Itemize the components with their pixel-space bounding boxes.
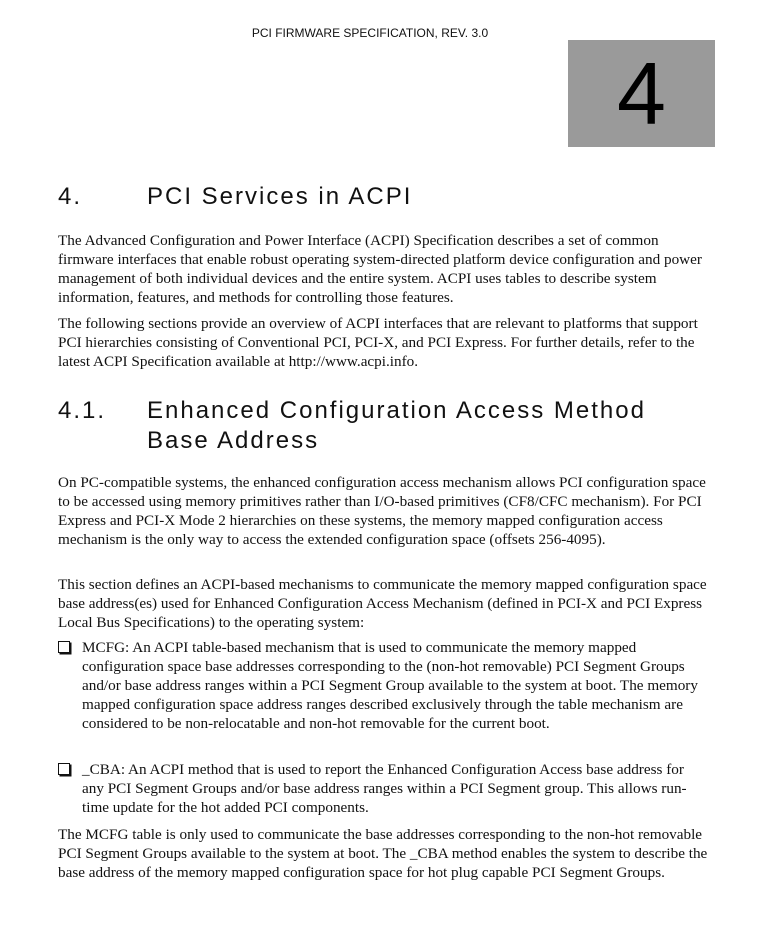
list-item-text: MCFG: An ACPI table-based mechanism that is used to communicate the memory mapped configuration space base addresses corresponding to the (non-hot removable) PCI Segment Groups and/or base address ranges within a PCI Segment Group available to the system at boot. The memory mapped configuration space address ranges described exclusively through the table mechanism are considered to be non-relocatable and non-hot removable for the current boot. bbox=[82, 639, 698, 732]
checkbox-bullet-icon bbox=[58, 641, 70, 653]
list-item-text: _CBA: An ACPI method that is used to report the Enhanced Configuration Access base address for any PCI Segment Groups and/or base address ranges within a PCI Segment group. This allows run-time update for the hot added PCI components. bbox=[82, 761, 687, 816]
paragraph: This section defines an ACPI-based mechanisms to communicate the memory mapped configuration space base address(es) used for Enhanced Configuration Access Mechanism (defined in PCI-X and PCI Express Local Bus Specifications) to the operating system: bbox=[58, 576, 707, 631]
list-item bbox=[58, 638, 708, 733]
running-header: PCI FIRMWARE SPECIFICATION, REV. 3.0 bbox=[251, 26, 489, 40]
section-number: 4. bbox=[58, 183, 83, 210]
section-title: PCI Services in ACPI bbox=[147, 183, 413, 210]
paragraph: The Advanced Configuration and Power Interface (ACPI) Specification describes a set of common firmware interfaces that enable robust operating system-directed platform device configuration and power management of both individual devices and the entire system. ACPI uses tables to describe system information, features, and methods for controlling those features. bbox=[58, 232, 702, 306]
paragraph: The following sections provide an overview of ACPI interfaces that are relevant to platforms that support PCI hierarchies consisting of Conventional PCI, PCI-X, and PCI Express. For further details, refer to the latest ACPI Specification available at http://www.acpi.info. bbox=[58, 315, 698, 370]
list-item bbox=[58, 760, 708, 817]
chapter-badge bbox=[568, 40, 715, 147]
paragraph: The MCFG table is only used to communicate the base addresses corresponding to the non-hot removable PCI Segment Groups available to the system at boot. The _CBA method enables the system to describe the base address of the memory mapped configuration space for hot plug capable PCI Segment Groups. bbox=[58, 826, 708, 881]
checkbox-bullet-icon bbox=[58, 763, 70, 775]
subsection-title: Enhanced Configuration Access Method Base Address bbox=[147, 397, 646, 454]
subsection-number: 4.1. bbox=[58, 397, 107, 424]
chapter-number: 4 bbox=[617, 43, 666, 143]
paragraph: On PC-compatible systems, the enhanced configuration access mechanism allows PCI configuration space to be accessed using memory primitives rather than I/O-based primitives (CF8/CFC mechanism). For PCI Express and PCI-X Mode 2 hierarchies on these systems, the memory mapped configuration access mechanism is the only way to access the extended configuration space (offsets 256-4095). bbox=[58, 474, 706, 548]
